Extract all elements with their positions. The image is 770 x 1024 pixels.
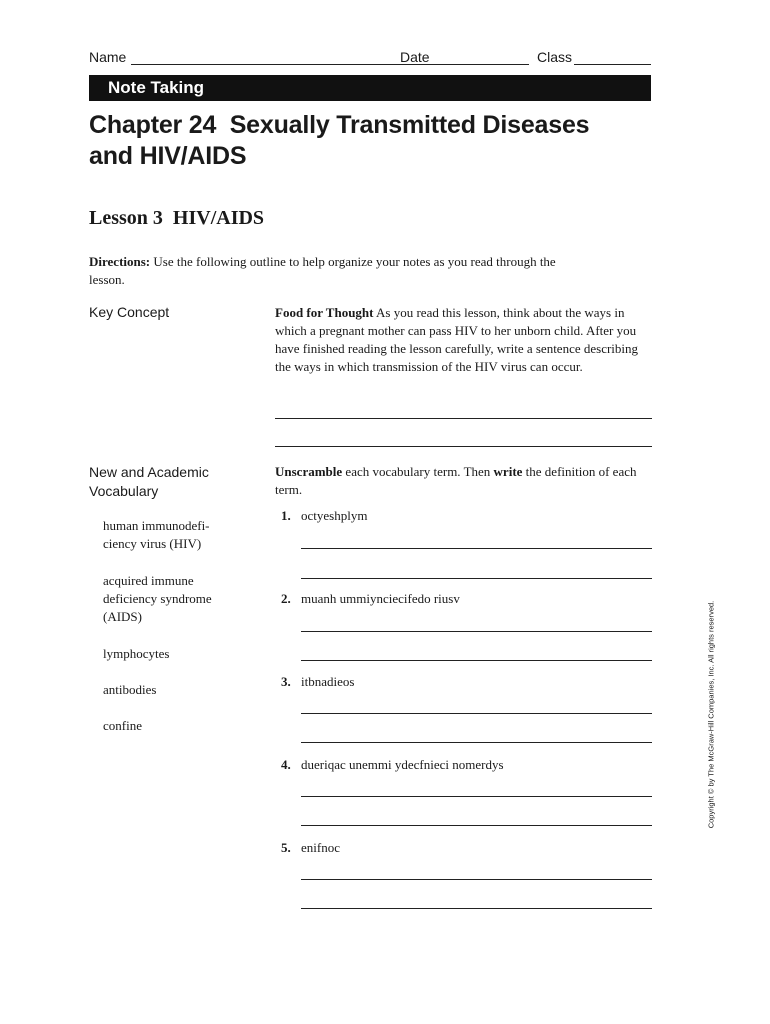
note-taking-banner [89,75,651,101]
name-label: Name [89,49,127,65]
chapter-title [89,110,609,172]
answer-line[interactable] [301,713,652,714]
food-for-thought-lead: Food for Thought [275,305,374,320]
list-item [281,508,367,524]
answer-line[interactable] [301,631,652,632]
unscramble-word: Unscramble [275,464,343,479]
item-number: 4. [281,757,291,772]
date-field[interactable] [432,64,529,65]
answer-line[interactable] [301,825,652,826]
scrambled-term: enifnoc [301,840,340,855]
answer-line[interactable] [275,418,652,419]
item-number: 2. [281,591,291,606]
item-number: 1. [281,508,291,523]
copyright-text: Copyright © by The McGraw-Hill Companies, Inc. All rights reserved. [706,600,716,829]
date-label: Date [400,49,430,65]
chapter-title-line2: and HIV/AIDS [89,142,247,170]
banner-label: Note Taking [108,78,205,97]
answer-line[interactable] [275,446,652,447]
directions-text: Use the following outline to help organize your notes as you read through the lesson. [89,254,556,287]
scrambled-term: muanh ummiynciecifedo riusv [301,591,460,606]
list-item [281,757,504,773]
food-for-thought-text: As you read this lesson, think about the ways in which a pregnant mother can pass HIV to her unborn child. After you have finished reading the lesson carefully, write a sentence describing the ways in which transmission of the HIV virus can occur. [275,305,639,374]
list-item [281,674,354,690]
instructions-mid: each vocabulary term. Then [342,464,494,479]
vocab-term: human immunodefi-ciency virus (HIV) [103,518,210,551]
lesson-title: Lesson 3 HIV/AIDS [89,207,265,229]
answer-line[interactable] [301,742,652,743]
answer-line[interactable] [301,578,652,579]
answer-line[interactable] [301,660,652,661]
class-label: Class [537,49,573,65]
class-field[interactable] [574,64,651,65]
list-item [281,591,460,607]
scrambled-term: itbnadieos [301,674,355,689]
write-word: write [493,464,523,479]
scrambled-term: octyeshplym [301,508,368,523]
list-item [281,840,340,856]
chapter-title-line1: Chapter 24 Sexually Transmitted Diseases [89,111,590,139]
unscramble-instructions [275,463,655,499]
vocab-term: antibodies [103,682,157,697]
student-info-header [89,49,651,69]
copyright-notice [701,600,716,830]
vocab-term: acquired immune deficiency syndrome (AIDS) [103,573,212,624]
item-number: 3. [281,674,291,689]
instructions-end: the definition of each term. [275,464,637,497]
vocab-term: confine [103,718,142,733]
answer-line[interactable] [301,879,652,880]
directions-lead: Directions: [89,254,151,269]
answer-line[interactable] [301,796,652,797]
food-for-thought [275,304,655,376]
answer-line[interactable] [301,908,652,909]
directions [89,253,579,289]
item-number: 5. [281,840,291,855]
answer-line[interactable] [301,548,652,549]
vocab-term: lymphocytes [103,646,170,661]
vocabulary-label: New and Academic Vocabulary [89,464,209,499]
scrambled-term: dueriqac unemmi ydecfnieci nomerdys [301,757,504,772]
key-concept-label: Key Concept [89,304,170,320]
